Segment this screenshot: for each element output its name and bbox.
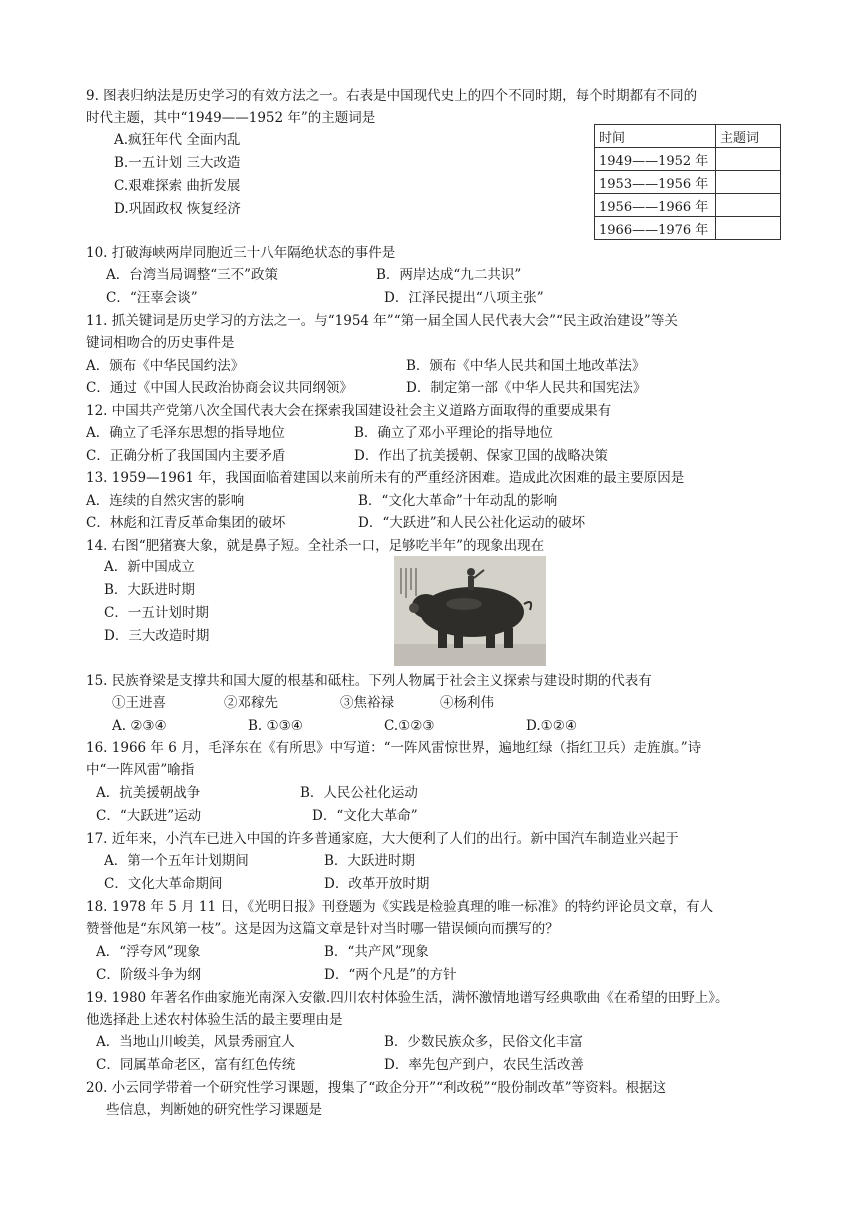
- q18-option-a: A．“浮夸风”现象: [96, 944, 201, 960]
- q12-stem: 12. 中国共产党第八次全国代表大会在探索我国建设社会主义道路方面取得的重要成果有: [86, 403, 612, 419]
- q11-option-c: C．通过《中国人民政治协商会议共同纲领》: [86, 380, 353, 396]
- q14-stem: 14. 右图“肥猪赛大象，就是鼻子短。全社杀一口，足够吃半年”的现象出现在: [86, 538, 545, 554]
- q19-stem-line1: 19. 1980 年著名作曲家施光南深入安徽.四川农村体验生活，满怀激情地谱写经典歌曲《在希望的田野上》。: [86, 990, 729, 1006]
- q15-person-2: ②邓稼先: [224, 695, 278, 711]
- q16-stem-line2: 中“一阵风雷”喻指: [86, 762, 195, 778]
- q18-option-d: D．“两个凡是”的方针: [324, 967, 457, 983]
- table-header-theme: 主题词: [716, 125, 781, 148]
- q16-stem-line1: 16. 1966 年 6 月，毛泽东在《有所思》中写道：“一阵风雷惊世界，遍地红绿（指红卫兵）走旌旗。”诗: [86, 740, 702, 756]
- q18-option-c: C．阶级斗争为纲: [96, 967, 201, 983]
- q11-option-b: B．颁布《中华人民共和国土地改革法》: [406, 358, 646, 374]
- q16-option-d: D．“文化大革命”: [312, 808, 418, 824]
- q18-stem-line2: 赞誉他是“东风第一枝”。这是因为这篇文章是针对当时哪一错误倾向而撰写的？: [86, 921, 559, 937]
- q12-option-d: D．作出了抗美援朝、保家卫国的战略决策: [354, 448, 608, 464]
- q10-option-c: C．“汪辜会谈”: [106, 290, 198, 306]
- q17-option-b: B．大跃进时期: [324, 853, 415, 869]
- q15-option-d: D.①②④: [526, 718, 577, 734]
- q13-option-b: B．“文化大革命”十年动乱的影响: [358, 493, 558, 509]
- q15-person-3: ③焦裕禄: [340, 695, 394, 711]
- table-cell-theme: [716, 148, 781, 171]
- q10-stem: 10. 打破海峡两岸同胞近三十八年隔绝状态的事件是: [86, 245, 396, 261]
- table-row: [595, 194, 781, 217]
- q19-option-a: A．当地山川峻美，风景秀丽宜人: [96, 1034, 295, 1050]
- q9-stem-line2: 时代主题，其中“1949——1952 年”的主题词是: [86, 110, 376, 126]
- table-cell-period: 1949——1952 年: [595, 148, 716, 171]
- q15-person-4: ④杨利伟: [440, 695, 494, 711]
- q13-option-c: C．林彪和江青反革命集团的破坏: [86, 515, 286, 531]
- q12-option-b: B．确立了邓小平理论的指导地位: [354, 425, 553, 441]
- q17-option-a: A．第一个五年计划期间: [104, 853, 249, 869]
- q19-option-b: B．少数民族众多，民俗文化丰富: [384, 1034, 583, 1050]
- q11-option-d: D．制定第一部《中华人民共和国宪法》: [406, 380, 647, 396]
- table-cell-period: 1956——1966 年: [595, 194, 716, 217]
- q10-option-d: D．江泽民提出“八项主张”: [384, 290, 544, 306]
- q17-option-d: D．改革开放时期: [324, 876, 430, 892]
- q20-stem-line2: 些信息，判断她的研究性学习课题是: [106, 1102, 322, 1118]
- q13-option-d: D．“大跃进”和人民公社化运动的破坏: [358, 515, 586, 531]
- pig-picture-icon: [394, 556, 546, 666]
- q16-option-b: B．人民公社化运动: [300, 785, 418, 801]
- q15-option-a: A. ②③④: [112, 718, 167, 734]
- q9-option-a: A.疯狂年代 全面内乱: [114, 132, 241, 148]
- table-header-row: [595, 125, 781, 148]
- q14-option-d: D．三大改造时期: [104, 628, 210, 644]
- q11-stem-line2: 键词相吻合的历史事件是: [86, 335, 235, 351]
- period-theme-table: [594, 124, 781, 240]
- q9-option-c: C.艰难探索 曲折发展: [114, 178, 241, 194]
- q9-option-b: B.一五计划 三大改造: [114, 155, 241, 171]
- q17-option-c: C．文化大革命期间: [104, 876, 223, 892]
- q19-stem-line2: 他选择赴上述农村体验生活的最主要理由是: [86, 1012, 343, 1028]
- q19-option-d: D．率先包产到户，农民生活改善: [384, 1057, 584, 1073]
- q17-stem: 17. 近年来，小汽车已进入中国的许多普通家庭，大大便利了人们的出行。新中国汽车制造业兴起于: [86, 831, 679, 847]
- q19-option-c: C．同属革命老区，富有红色传统: [96, 1057, 296, 1073]
- q12-option-a: A．确立了毛泽东思想的指导地位: [86, 425, 285, 441]
- q13-option-a: A．连续的自然灾害的影响: [86, 493, 245, 509]
- q15-stem: 15. 民族脊梁是支撑共和国大厦的根基和砥柱。下列人物属于社会主义探索与建设时期的代表有: [86, 673, 652, 689]
- q14-option-a: A．新中国成立: [104, 559, 195, 575]
- q20-stem-line1: 20. 小云同学带着一个研究性学习课题，搜集了“政企分开”“利改税”“股份制改革”等资料。根据这: [86, 1080, 667, 1096]
- giant-pig-illustration: [394, 556, 546, 666]
- table-cell-theme: [716, 194, 781, 217]
- q9-stem-line1: 9. 图表归纳法是历史学习的有效方法之一。右表是中国现代史上的四个不同时期，每个时期都有不同的: [86, 88, 698, 104]
- q18-option-b: B．“共产风”现象: [324, 944, 429, 960]
- q15-option-b: B. ①③④: [248, 718, 303, 734]
- table-header-time: 时间: [595, 125, 716, 148]
- q12-option-c: C．正确分析了我国国内主要矛盾: [86, 448, 286, 464]
- q11-stem-line1: 11. 抓关键词是历史学习的方法之一。与“1954 年”“第一届全国人民代表大会”“民主政治建设”等关: [86, 313, 678, 329]
- q14-option-b: B．大跃进时期: [104, 582, 195, 598]
- q16-option-c: C．“大跃进”运动: [96, 808, 202, 824]
- q14-option-c: C．一五计划时期: [104, 605, 209, 621]
- q15-option-c: C.①②③: [384, 718, 435, 734]
- q15-person-1: ①王进喜: [112, 695, 166, 711]
- table-cell-theme: [716, 171, 781, 194]
- table-row: [595, 217, 781, 240]
- table-cell-theme: [716, 217, 781, 240]
- table-row: [595, 171, 781, 194]
- table-row: [595, 148, 781, 171]
- table-cell-period: 1966——1976 年: [595, 217, 716, 240]
- q10-option-b: B．两岸达成“九二共识”: [376, 267, 522, 283]
- q16-option-a: A．抗美援朝战争: [96, 785, 201, 801]
- q10-option-a: A．台湾当局调整“三不”政策: [106, 267, 279, 283]
- q9-option-d: D.巩固政权 恢复经济: [114, 201, 241, 217]
- q11-option-a: A．颁布《中华民国约法》: [86, 358, 245, 374]
- table-cell-period: 1953——1956 年: [595, 171, 716, 194]
- q18-stem-line1: 18. 1978 年 5 月 11 日，《光明日报》刊登题为《实践是检验真理的唯一标准》的特约评论员文章，有人: [86, 899, 714, 915]
- q13-stem: 13. 1959—1961 年，我国面临着建国以来前所未有的严重经济困难。造成此次困难的最主要原因是: [86, 470, 685, 486]
